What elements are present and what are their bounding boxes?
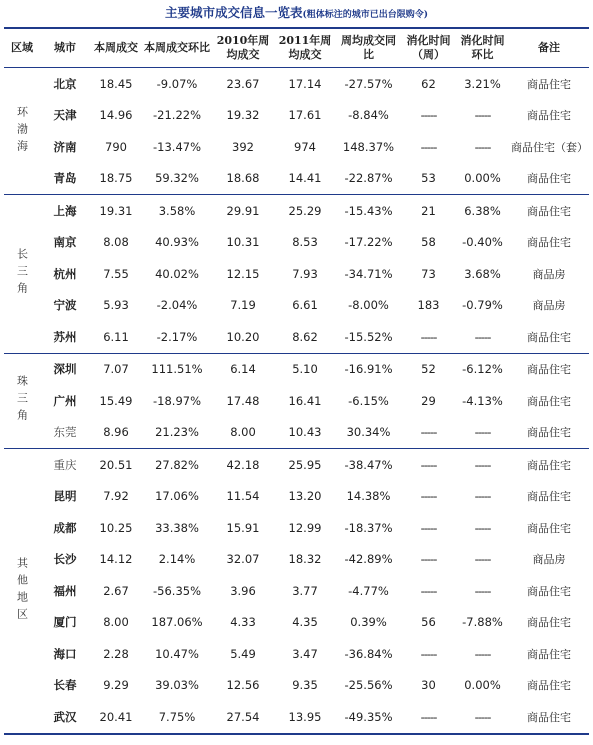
yoy-cell: 14.38% bbox=[346, 489, 391, 504]
city-transactions-table bbox=[4, 27, 589, 735]
digest-mom-cell: ----- bbox=[474, 646, 491, 661]
table-row bbox=[4, 512, 589, 544]
digest-mom-cell: -0.79% bbox=[462, 298, 503, 313]
header-row bbox=[4, 28, 589, 68]
note-cell: 商品房 bbox=[532, 553, 566, 567]
weekly-mom-cell: -2.17% bbox=[156, 329, 198, 344]
city-cell: 天津 bbox=[53, 108, 77, 123]
avg-2011-cell: 13.20 bbox=[288, 489, 322, 504]
table-row bbox=[4, 701, 589, 734]
weekly-volume-cell: 7.55 bbox=[103, 266, 129, 281]
header-2011-avg: 2011年周均成交 bbox=[278, 34, 332, 61]
digest-mom-cell: ----- bbox=[474, 520, 491, 535]
avg-2010-cell: 17.48 bbox=[226, 393, 260, 408]
avg-2011-cell: 9.35 bbox=[292, 678, 318, 693]
avg-2010-cell: 27.54 bbox=[226, 709, 260, 724]
city-cell: 长沙 bbox=[53, 552, 77, 567]
avg-2010-cell: 32.07 bbox=[226, 552, 260, 567]
weekly-volume-cell: 790 bbox=[105, 139, 127, 154]
yoy-cell: -8.00% bbox=[348, 298, 389, 313]
yoy-cell: -16.91% bbox=[344, 362, 393, 377]
avg-2011-cell: 8.53 bbox=[292, 235, 318, 250]
note-cell: 商品住宅 bbox=[527, 647, 571, 661]
city-cell: 厦门 bbox=[53, 615, 77, 630]
avg-2010-cell: 7.19 bbox=[230, 298, 256, 313]
city-cell: 福州 bbox=[53, 583, 77, 598]
header-yoy: 周均成交同比 bbox=[341, 34, 396, 61]
weekly-mom-cell: 21.23% bbox=[155, 425, 199, 440]
digest-mom-cell: -0.40% bbox=[462, 235, 503, 250]
avg-2011-cell: 18.32 bbox=[288, 552, 322, 567]
header-weekly-volume: 本周成交 bbox=[94, 41, 138, 54]
weekly-mom-cell: -13.47% bbox=[153, 139, 201, 154]
avg-2011-cell: 5.10 bbox=[292, 362, 318, 377]
note-cell: 商品住宅（套） bbox=[511, 140, 588, 154]
digest-mom-cell: ----- bbox=[474, 425, 491, 440]
table-row bbox=[4, 163, 589, 195]
header-city: 城市 bbox=[54, 41, 76, 54]
avg-2011-cell: 25.29 bbox=[288, 203, 322, 218]
note-cell: 商品住宅 bbox=[527, 490, 571, 504]
weekly-mom-cell: 17.06% bbox=[155, 489, 199, 504]
yoy-cell: -36.84% bbox=[344, 646, 393, 661]
yoy-cell: -27.57% bbox=[344, 76, 393, 91]
weekly-volume-cell: 15.49 bbox=[99, 393, 133, 408]
region-cell bbox=[4, 449, 40, 734]
yoy-cell: -42.89% bbox=[344, 552, 393, 567]
avg-2011-cell: 4.35 bbox=[292, 615, 318, 630]
note-cell: 商品住宅 bbox=[527, 394, 571, 408]
avg-2010-cell: 10.20 bbox=[226, 329, 260, 344]
note-cell: 商品房 bbox=[532, 267, 566, 281]
avg-2010-cell: 19.32 bbox=[226, 108, 260, 123]
city-cell: 广州 bbox=[53, 393, 77, 408]
weekly-volume-cell: 18.45 bbox=[99, 76, 133, 91]
digest-mom-cell: 3.21% bbox=[464, 76, 501, 91]
note-cell: 商品住宅 bbox=[527, 109, 571, 123]
weekly-volume-cell: 8.00 bbox=[103, 615, 129, 630]
digest-mom-cell: ----- bbox=[474, 489, 491, 504]
weekly-mom-cell: 7.75% bbox=[158, 709, 196, 724]
yoy-cell: -15.43% bbox=[344, 203, 393, 218]
avg-2011-cell: 17.14 bbox=[288, 76, 322, 91]
weekly-mom-cell: 187.06% bbox=[151, 615, 203, 630]
digest-weeks-cell: 30 bbox=[421, 678, 436, 693]
avg-2010-cell: 18.68 bbox=[226, 171, 260, 186]
table-row bbox=[4, 131, 589, 163]
yoy-cell: -49.35% bbox=[344, 709, 393, 724]
weekly-volume-cell: 14.12 bbox=[99, 552, 133, 567]
digest-weeks-cell: ----- bbox=[420, 552, 437, 567]
note-cell: 商品住宅 bbox=[527, 172, 571, 186]
digest-mom-cell: 6.38% bbox=[464, 203, 501, 218]
weekly-mom-cell: 59.32% bbox=[155, 171, 199, 186]
yoy-cell: 0.39% bbox=[350, 615, 387, 630]
header-note: 备注 bbox=[538, 41, 560, 54]
weekly-volume-cell: 2.28 bbox=[103, 646, 129, 661]
note-cell: 商品住宅 bbox=[527, 426, 571, 440]
digest-weeks-cell: ----- bbox=[420, 583, 437, 598]
avg-2011-cell: 3.77 bbox=[292, 583, 318, 598]
city-cell: 海口 bbox=[53, 646, 77, 661]
table-row bbox=[4, 290, 589, 322]
digest-weeks-cell: ----- bbox=[420, 108, 437, 123]
digest-mom-cell: ----- bbox=[474, 709, 491, 724]
digest-weeks-cell: 58 bbox=[421, 235, 436, 250]
weekly-mom-cell: -21.22% bbox=[153, 108, 201, 123]
digest-weeks-cell: 56 bbox=[421, 615, 436, 630]
digest-weeks-cell: ----- bbox=[420, 489, 437, 504]
digest-weeks-cell: ----- bbox=[420, 329, 437, 344]
weekly-mom-cell: -2.04% bbox=[156, 298, 198, 313]
region-cell bbox=[4, 353, 40, 449]
note-cell: 商品住宅 bbox=[527, 710, 571, 724]
yoy-cell: 148.37% bbox=[342, 139, 395, 154]
region-cell bbox=[4, 195, 40, 354]
avg-2010-cell: 4.33 bbox=[230, 615, 256, 630]
weekly-volume-cell: 14.96 bbox=[99, 108, 133, 123]
region-cell bbox=[4, 68, 40, 195]
digest-weeks-cell: ----- bbox=[420, 457, 437, 472]
avg-2011-cell: 974 bbox=[294, 139, 316, 154]
city-cell: 杭州 bbox=[53, 266, 77, 281]
note-cell: 商品住宅 bbox=[527, 204, 571, 218]
avg-2010-cell: 42.18 bbox=[226, 457, 260, 472]
note-cell: 商品住宅 bbox=[527, 458, 571, 472]
title-subtitle: (粗体标注的城市已出台限购令) bbox=[302, 10, 429, 20]
city-cell: 武汉 bbox=[53, 709, 77, 724]
table-row bbox=[4, 258, 589, 290]
avg-2011-cell: 16.41 bbox=[288, 393, 322, 408]
avg-2010-cell: 5.49 bbox=[230, 646, 256, 661]
avg-2011-cell: 14.41 bbox=[288, 171, 322, 186]
digest-mom-cell: ----- bbox=[474, 139, 491, 154]
digest-mom-cell: 0.00% bbox=[464, 678, 501, 693]
table-row bbox=[4, 607, 589, 639]
digest-mom-cell: ----- bbox=[474, 108, 491, 123]
avg-2010-cell: 12.15 bbox=[226, 266, 260, 281]
table-row bbox=[4, 544, 589, 576]
table-row bbox=[4, 417, 589, 449]
avg-2010-cell: 3.96 bbox=[230, 583, 256, 598]
region-label: 其他地区 bbox=[15, 556, 29, 625]
note-cell: 商品住宅 bbox=[527, 584, 571, 598]
weekly-volume-cell: 7.92 bbox=[103, 489, 129, 504]
weekly-mom-cell: 40.93% bbox=[155, 235, 199, 250]
header-digest-weeks: 消化时间（周） bbox=[406, 34, 451, 61]
digest-mom-cell: 3.68% bbox=[464, 266, 501, 281]
avg-2011-cell: 12.99 bbox=[288, 520, 322, 535]
digest-weeks-cell: ----- bbox=[420, 520, 437, 535]
weekly-mom-cell: 39.03% bbox=[155, 678, 199, 693]
table-body bbox=[4, 68, 589, 734]
digest-mom-cell: ----- bbox=[474, 457, 491, 472]
table-row bbox=[4, 481, 589, 513]
digest-weeks-cell: ----- bbox=[420, 709, 437, 724]
title-text: 主要城市成交信息一览表 bbox=[164, 5, 303, 20]
city-cell: 深圳 bbox=[53, 362, 77, 377]
avg-2011-cell: 3.47 bbox=[292, 646, 318, 661]
weekly-mom-cell: 27.82% bbox=[155, 457, 199, 472]
yoy-cell: -18.37% bbox=[344, 520, 393, 535]
note-cell: 商品住宅 bbox=[527, 679, 571, 693]
avg-2010-cell: 10.31 bbox=[226, 235, 260, 250]
weekly-volume-cell: 9.29 bbox=[103, 678, 129, 693]
table-row bbox=[4, 321, 589, 353]
avg-2010-cell: 8.00 bbox=[230, 425, 256, 440]
header-weekly-mom: 本周成交环比 bbox=[144, 41, 210, 54]
weekly-volume-cell: 20.41 bbox=[99, 709, 133, 724]
note-cell: 商品房 bbox=[532, 299, 566, 313]
table-row bbox=[4, 385, 589, 417]
note-cell: 商品住宅 bbox=[527, 521, 571, 535]
header-2010-avg: 2010年周均成交 bbox=[216, 34, 270, 61]
table-row bbox=[4, 575, 589, 607]
city-cell: 苏州 bbox=[53, 329, 77, 344]
digest-mom-cell: ----- bbox=[474, 552, 491, 567]
digest-mom-cell: -4.13% bbox=[462, 393, 503, 408]
table-row bbox=[4, 638, 589, 670]
city-cell: 上海 bbox=[53, 203, 77, 218]
avg-2011-cell: 17.61 bbox=[288, 108, 322, 123]
yoy-cell: -15.52% bbox=[344, 329, 393, 344]
weekly-volume-cell: 7.07 bbox=[103, 362, 129, 377]
table-row bbox=[4, 195, 589, 227]
weekly-mom-cell: 111.51% bbox=[151, 362, 203, 377]
weekly-volume-cell: 10.25 bbox=[99, 520, 133, 535]
avg-2011-cell: 8.62 bbox=[292, 329, 318, 344]
table-row bbox=[4, 68, 589, 100]
region-label: 珠三角 bbox=[15, 375, 29, 427]
yoy-cell: -8.84% bbox=[348, 108, 389, 123]
note-cell: 商品住宅 bbox=[527, 616, 571, 630]
city-cell: 重庆 bbox=[53, 457, 77, 472]
digest-mom-cell: ----- bbox=[474, 329, 491, 344]
avg-2010-cell: 15.91 bbox=[226, 520, 260, 535]
digest-weeks-cell: 53 bbox=[421, 171, 436, 186]
digest-mom-cell: -6.12% bbox=[462, 362, 503, 377]
digest-weeks-cell: 52 bbox=[421, 362, 436, 377]
yoy-cell: -6.15% bbox=[348, 393, 389, 408]
city-cell: 长春 bbox=[53, 678, 77, 693]
avg-2011-cell: 10.43 bbox=[288, 425, 322, 440]
avg-2010-cell: 23.67 bbox=[226, 76, 260, 91]
avg-2011-cell: 13.95 bbox=[288, 709, 322, 724]
yoy-cell: -38.47% bbox=[344, 457, 393, 472]
city-cell: 成都 bbox=[53, 520, 77, 535]
city-cell: 青岛 bbox=[53, 171, 77, 186]
note-cell: 商品住宅 bbox=[527, 330, 571, 344]
weekly-volume-cell: 8.08 bbox=[103, 235, 129, 250]
digest-weeks-cell: 62 bbox=[421, 76, 436, 91]
table-row bbox=[4, 227, 589, 259]
city-cell: 北京 bbox=[53, 76, 77, 91]
yoy-cell: -25.56% bbox=[344, 678, 393, 693]
header-digest-mom: 消化时间环比 bbox=[460, 34, 505, 61]
weekly-volume-cell: 5.93 bbox=[103, 298, 129, 313]
weekly-mom-cell: -18.97% bbox=[153, 393, 201, 408]
digest-weeks-cell: 183 bbox=[417, 298, 440, 313]
digest-weeks-cell: 73 bbox=[421, 266, 436, 281]
avg-2011-cell: 7.93 bbox=[292, 266, 318, 281]
digest-weeks-cell: ----- bbox=[420, 425, 437, 440]
weekly-mom-cell: 33.38% bbox=[155, 520, 199, 535]
note-cell: 商品住宅 bbox=[527, 77, 571, 91]
weekly-volume-cell: 19.31 bbox=[99, 203, 133, 218]
city-cell: 南京 bbox=[53, 235, 77, 250]
weekly-mom-cell: 10.47% bbox=[155, 646, 199, 661]
weekly-mom-cell: 3.58% bbox=[158, 203, 196, 218]
weekly-volume-cell: 20.51 bbox=[99, 457, 133, 472]
weekly-mom-cell: 40.02% bbox=[155, 266, 199, 281]
note-cell: 商品住宅 bbox=[527, 363, 571, 377]
yoy-cell: -17.22% bbox=[344, 235, 393, 250]
digest-weeks-cell: 29 bbox=[421, 393, 436, 408]
avg-2010-cell: 12.56 bbox=[226, 678, 260, 693]
yoy-cell: -4.77% bbox=[348, 583, 389, 598]
header-region: 区域 bbox=[11, 41, 33, 54]
region-label: 环渤海 bbox=[15, 105, 29, 157]
note-cell: 商品住宅 bbox=[527, 236, 571, 250]
weekly-mom-cell: -9.07% bbox=[156, 76, 198, 91]
weekly-volume-cell: 2.67 bbox=[103, 583, 129, 598]
city-cell: 昆明 bbox=[53, 489, 77, 504]
table-row bbox=[4, 449, 589, 481]
weekly-mom-cell: -56.35% bbox=[153, 583, 201, 598]
yoy-cell: -34.71% bbox=[344, 266, 393, 281]
digest-mom-cell: 0.00% bbox=[464, 171, 501, 186]
city-cell: 济南 bbox=[53, 139, 77, 154]
table-title bbox=[0, 3, 593, 21]
digest-weeks-cell: ----- bbox=[420, 139, 437, 154]
avg-2011-cell: 25.95 bbox=[288, 457, 322, 472]
digest-weeks-cell: 21 bbox=[421, 203, 436, 218]
avg-2011-cell: 6.61 bbox=[292, 298, 318, 313]
weekly-volume-cell: 18.75 bbox=[99, 171, 133, 186]
digest-mom-cell: ----- bbox=[474, 583, 491, 598]
region-label: 长三角 bbox=[15, 248, 29, 300]
weekly-volume-cell: 6.11 bbox=[103, 329, 129, 344]
yoy-cell: 30.34% bbox=[346, 425, 391, 440]
avg-2010-cell: 6.14 bbox=[230, 362, 256, 377]
avg-2010-cell: 29.91 bbox=[226, 203, 260, 218]
city-cell: 宁波 bbox=[53, 298, 77, 313]
weekly-mom-cell: 2.14% bbox=[158, 552, 196, 567]
table-row bbox=[4, 353, 589, 385]
table-row bbox=[4, 100, 589, 132]
yoy-cell: -22.87% bbox=[344, 171, 393, 186]
table-row bbox=[4, 670, 589, 702]
weekly-volume-cell: 8.96 bbox=[103, 425, 129, 440]
digest-weeks-cell: ----- bbox=[420, 646, 437, 661]
avg-2010-cell: 11.54 bbox=[226, 489, 260, 504]
digest-mom-cell: -7.88% bbox=[462, 615, 503, 630]
avg-2010-cell: 392 bbox=[232, 139, 254, 154]
city-cell: 东莞 bbox=[53, 425, 77, 440]
